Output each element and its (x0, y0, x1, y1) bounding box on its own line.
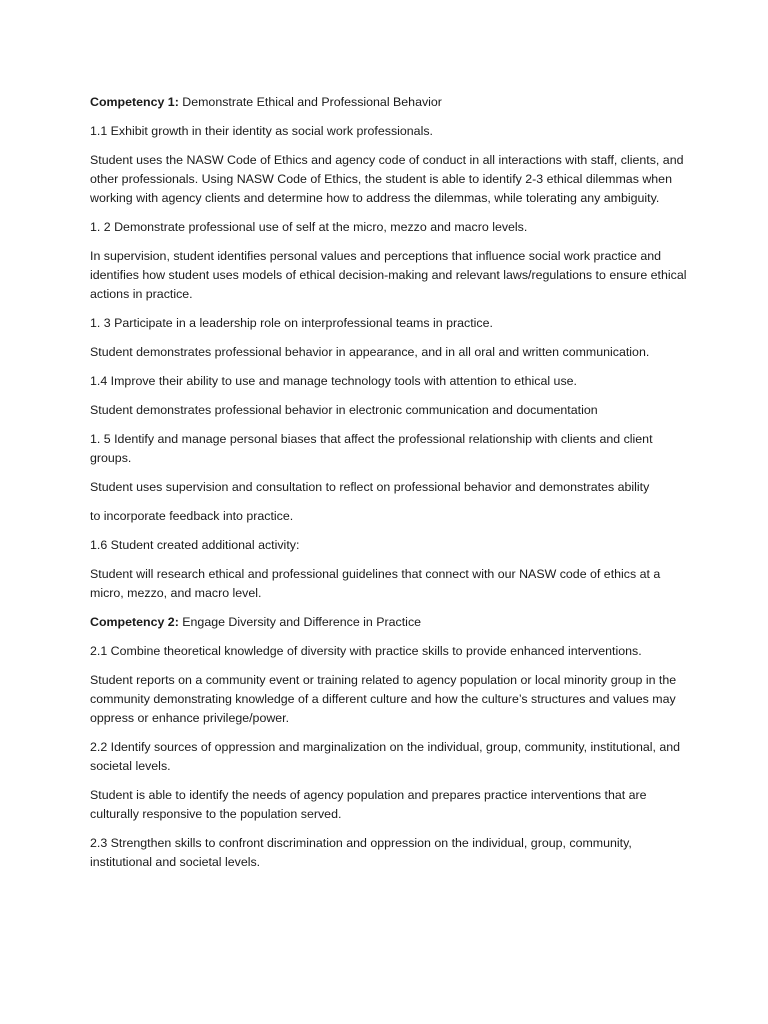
paragraph-text: 1.4 Improve their ability to use and manage technology tools with attention to ethical use. (90, 374, 577, 388)
paragraph (90, 613, 690, 632)
paragraph (90, 671, 690, 728)
paragraph-text: Student uses supervision and consultation to reflect on professional behavior and demonstrates ability (90, 480, 650, 494)
paragraph-text: Student reports on a community event or training related to agency population or local minority group in the community demonstrating knowledge of a different culture and how the culture’s structures and values may oppress or enhance privilege/power. (90, 673, 677, 725)
paragraph (90, 565, 690, 603)
paragraph-text: Student is able to identify the needs of agency population and prepares practice interventions that are culturally responsive to the population served. (90, 788, 647, 821)
paragraph (90, 478, 690, 497)
paragraph-text: 1. 3 Participate in a leadership role on interprofessional teams in practice. (90, 316, 493, 330)
paragraph (90, 834, 690, 872)
paragraph-text: 2.1 Combine theoretical knowledge of diversity with practice skills to provide enhanced interventions. (90, 644, 642, 658)
paragraph (90, 247, 690, 304)
paragraph-text: 1.1 Exhibit growth in their identity as social work professionals. (90, 124, 433, 138)
paragraph-text: 1. 2 Demonstrate professional use of self at the micro, mezzo and macro levels. (90, 220, 528, 234)
paragraph-text: In supervision, student identifies personal values and perceptions that influence social work practice and identifies how student uses models of ethical decision-making and relevant laws/regulations to ensure ethical actions in practice. (90, 249, 687, 301)
paragraph (90, 430, 690, 468)
competency-heading: Competency 2: (90, 615, 179, 629)
paragraph (90, 218, 690, 237)
paragraph (90, 507, 690, 526)
paragraph (90, 372, 690, 391)
paragraph-text: 2.2 Identify sources of oppression and marginalization on the individual, group, community, institutional, and societal levels. (90, 740, 681, 773)
paragraph-text: 1. 5 Identify and manage personal biases that affect the professional relationship with clients and client groups. (90, 432, 653, 465)
paragraph (90, 314, 690, 333)
paragraph (90, 536, 690, 555)
paragraph (90, 343, 690, 362)
paragraph-text: Engage Diversity and Difference in Practice (178, 615, 422, 629)
paragraph-text: 1.6 Student created additional activity: (90, 538, 300, 552)
paragraph-text: Student uses the NASW Code of Ethics and agency code of conduct in all interactions with staff, clients, and other professionals. Using NASW Code of Ethics, the student is able to identify 2-3 ethical dilemmas when working with agency clients and determine how to address the dilemmas, while tolerating any ambiguity. (90, 153, 684, 205)
paragraph (90, 401, 690, 420)
paragraph-text: Student will research ethical and professional guidelines that connect with our NASW code of ethics at a micro, mezzo, and macro level. (90, 567, 661, 600)
paragraph (90, 93, 690, 112)
paragraph-text: Demonstrate Ethical and Professional Behavior (178, 95, 442, 109)
paragraph (90, 642, 690, 661)
paragraph-text: to incorporate feedback into practice. (90, 509, 294, 523)
paragraph (90, 738, 690, 776)
document-page (90, 93, 690, 882)
competency-heading: Competency 1: (90, 95, 179, 109)
paragraph (90, 122, 690, 141)
paragraph (90, 786, 690, 824)
paragraph-text: Student demonstrates professional behavior in appearance, and in all oral and written communication. (90, 345, 650, 359)
paragraph-text: Student demonstrates professional behavior in electronic communication and documentation (90, 403, 598, 417)
paragraph (90, 151, 690, 208)
paragraph-text: 2.3 Strengthen skills to confront discrimination and oppression on the individual, group, community, institutional and societal levels. (90, 836, 632, 869)
